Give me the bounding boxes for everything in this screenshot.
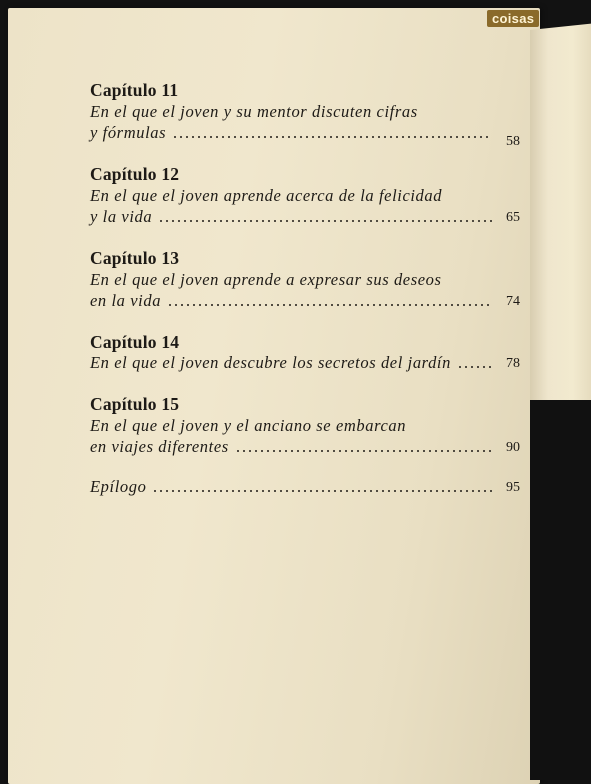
toc-entry-chapter-15 xyxy=(90,393,520,457)
chapter-title: Capítulo 12 xyxy=(90,164,180,184)
table-of-contents xyxy=(90,79,520,517)
dot-leader xyxy=(235,450,492,452)
page-number: 74 xyxy=(506,294,520,309)
chapter-description-end xyxy=(90,207,520,227)
background-shadow xyxy=(530,400,591,780)
chapter-title: Capítulo 15 xyxy=(90,394,180,414)
dot-leader xyxy=(158,220,492,222)
chapter-description: y fórmulas xyxy=(90,123,167,142)
chapter-description-end xyxy=(90,123,520,149)
page-number: 90 xyxy=(506,440,520,455)
dot-leader xyxy=(457,366,492,368)
chapter-description: en la vida xyxy=(90,291,162,310)
dot-leader xyxy=(167,304,492,306)
page-number: 78 xyxy=(506,356,520,371)
toc-entry-epilogue xyxy=(90,477,520,497)
toc-entry-chapter-14 xyxy=(90,331,520,373)
chapter-description: En el que el joven y el anciano se embarcan xyxy=(90,416,407,435)
chapter-description: En el que el joven aprende a expresar sus deseos xyxy=(90,270,442,289)
chapter-title: Capítulo 13 xyxy=(90,248,180,268)
next-page-edge xyxy=(530,24,591,430)
epilogue-line xyxy=(90,477,520,497)
dot-leader xyxy=(172,136,492,138)
page-number: 95 xyxy=(506,480,520,495)
watermark-logo: coisas xyxy=(487,10,539,27)
page-number: 65 xyxy=(506,210,520,225)
page-number: 58 xyxy=(506,134,520,149)
chapter-description-end xyxy=(90,353,520,373)
chapter-description: En el que el joven y su mentor discuten cifras xyxy=(90,102,418,121)
chapter-description: En el que el joven descubre los secretos del jardín xyxy=(90,353,451,372)
chapter-title: Capítulo 11 xyxy=(90,80,179,100)
chapter-description-end xyxy=(90,291,520,311)
chapter-description: y la vida xyxy=(90,207,153,226)
toc-entry-chapter-12 xyxy=(90,163,520,227)
epilogue-label: Epílogo xyxy=(90,477,147,496)
toc-entry-chapter-13 xyxy=(90,247,520,311)
chapter-description: en viajes diferentes xyxy=(90,437,229,456)
toc-entry-chapter-11 xyxy=(90,79,520,149)
chapter-description-end xyxy=(90,437,520,457)
chapter-title: Capítulo 14 xyxy=(90,332,180,352)
chapter-description: En el que el joven aprende acerca de la felicidad xyxy=(90,186,443,205)
dot-leader xyxy=(152,490,492,492)
